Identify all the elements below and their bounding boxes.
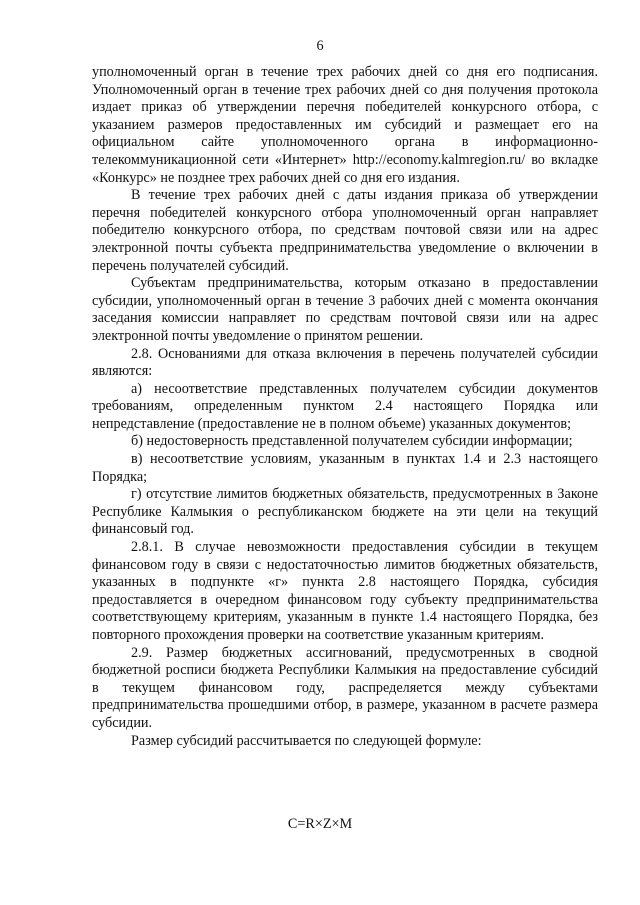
paragraph-formula-intro: Размер субсидий рассчитывается по следующей формуле: (131, 732, 482, 749)
page-number: 6 (316, 38, 324, 54)
paragraph-2-8-a: а) несоответствие представленных получателем субсидии документов требованиям, определенным пунктом 2.4 настоящего Порядка или непредставление (предоставление не в полном объеме) указанных документов; (92, 380, 598, 432)
paragraph-2-8-refusal-grounds: 2.8. Основаниями для отказа включения в перечень получателей субсидии являются: (92, 345, 598, 380)
paragraph-winner-notification: В течение трех рабочих дней с даты издания приказа об утверждении перечня победителей конкурсного отбора уполномоченный орган направляет победителю конкурсного отбора, по средствам почтовой связи или на адрес электронной почты субъекта предпринимательства уведомление о включении в перечень получателей субсидий. (92, 187, 598, 274)
paragraph-2-8-g: г) отсутствие лимитов бюджетных обязательств, предусмотренных в Законе Республике Калмыкия о республиканском бюджете на эти цели на текущий финансовый год. (92, 486, 598, 538)
document-body (92, 64, 598, 750)
paragraph-2-8-b: б) недостоверность представленной получателем субсидии информации; (131, 433, 573, 450)
subsidy-formula: C=R×Z×M (287, 816, 353, 832)
paragraph-2-8-v: в) несоответствие условиям, указанным в пунктах 1.4 и 2.3 настоящего Порядка; (92, 451, 598, 485)
paragraph-protocol-order: уполномоченный орган в течение трех рабочих дней со дня его подписания. Уполномоченный орган в течение трех рабочих дней со дня получения протокола издает приказ об утверждении перечня победителей конкурсного отбора, с указанием размеров предоставленных им субсидий и размещает его на официальном сайте уполномоченного органа в информационно-телекоммуникационной сети «Интернет» http://economy.kalmregion.ru/ во вкладке «Конкурс» не позднее трех рабочих дней со дня его издания. (92, 64, 598, 186)
paragraph-refusal-notification: Субъектам предпринимательства, которым отказано в предоставлении субсидии, уполномоченный орган в течение 3 рабочих дней с момента окончания заседания комиссии направляет по средствам почтовой связи или на адрес электронной почты уведомление о принятом решении. (92, 275, 598, 344)
paragraph-2-9: 2.9. Размер бюджетных ассигнований, предусмотренных в сводной бюджетной росписи бюджета Республики Калмыкия на предоставление субсидий в текущем финансовом году, распределяется между субъектами предпринимательства прошедшими отбор, в размере, указанном в расчете размера субсидии. (92, 644, 598, 731)
paragraph-2-8-1: 2.8.1. В случае невозможности предоставления субсидии в текущем финансовом году в связи с недостаточностью лимитов бюджетных обязательств, указанных в подпункте «г» пункта 2.8 настоящего Порядка, субсидия предоставляется в очередном финансовом году субъекту предпринимательства соответствующему критериям, указанным в пункте 1.4 настоящего Порядка, без повторного прохождения проверки на соответствие указанным критериям. (92, 539, 598, 643)
